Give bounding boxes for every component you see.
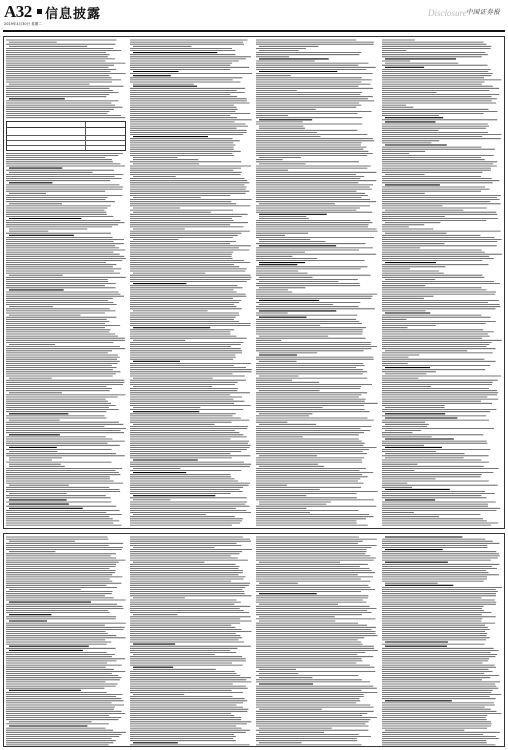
text-column-4 [382,39,502,528]
section-marker-square [37,9,42,14]
table-row [7,141,125,146]
announcement-section-upper [3,36,505,529]
masthead-rule [3,30,505,32]
text-column-6 [130,536,252,746]
section-title: 信息披露 [45,7,102,22]
announcement-section-lower [3,533,505,747]
table-header [7,122,125,128]
text-column-3 [256,39,378,528]
masthead [0,0,508,34]
disclosure-label: Disclosure [428,8,467,18]
financial-table [6,121,126,151]
text-column-8 [382,536,502,746]
text-column-2 [130,39,252,528]
text-column-5 [6,536,126,746]
dateline: 2019年4月30日 星期二 [4,22,42,26]
text-column-7 [256,536,378,746]
page-number: A32 [4,2,32,21]
newspaper-logo: 中国证券报 [466,8,500,16]
text-column-1 [6,39,126,528]
